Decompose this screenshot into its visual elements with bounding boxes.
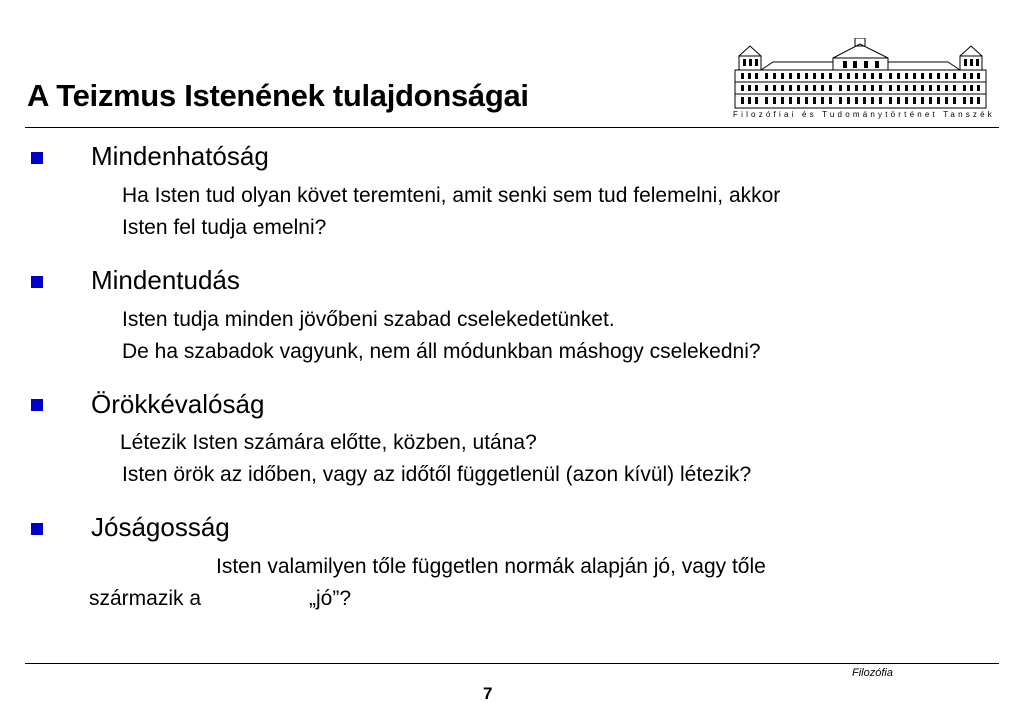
section-heading: Jóságosság <box>91 512 230 542</box>
section-heading: Örökkévalóság <box>91 389 265 419</box>
section-heading: Mindenhatóság <box>91 141 269 171</box>
footer-divider <box>25 663 999 664</box>
section-text-line: „jó”? <box>309 587 352 610</box>
footer-label: Filozófia <box>852 667 893 679</box>
section-text-line: De ha szabadok vagyunk, nem áll módunkban máshogy cselekedni? <box>122 340 761 363</box>
bullet-square <box>31 523 43 535</box>
university-building-logo <box>733 38 988 118</box>
section-text-line: Isten fel tudja emelni? <box>122 216 327 239</box>
section-text-line: Isten tudja minden jövőbeni szabad cselekedetünket. <box>122 308 615 331</box>
section-text-line: Isten valamilyen tőle független normák alapján jó, vagy tőle <box>216 555 766 578</box>
bullet-square <box>31 276 43 288</box>
section-text-line: Ha Isten tud olyan követ teremteni, amit senki sem tud felemelni, akkor <box>122 184 781 207</box>
bullet-square <box>31 399 43 411</box>
bullet-square <box>31 152 43 164</box>
section-heading: Mindentudás <box>91 265 240 295</box>
department-name: Filozófiai és Tudománytörténet Tanszék <box>733 110 995 119</box>
slide-title: A Teizmus Istenének tulajdonságai <box>27 78 529 113</box>
page-number: 7 <box>483 684 493 703</box>
section-text-line: származik a <box>89 587 202 610</box>
section-text-line: Létezik Isten számára előtte, közben, utána? <box>120 431 537 454</box>
header-divider <box>25 127 999 128</box>
section-text-line: Isten örök az időben, vagy az időtől függetlenül (azon kívül) létezik? <box>122 463 752 486</box>
